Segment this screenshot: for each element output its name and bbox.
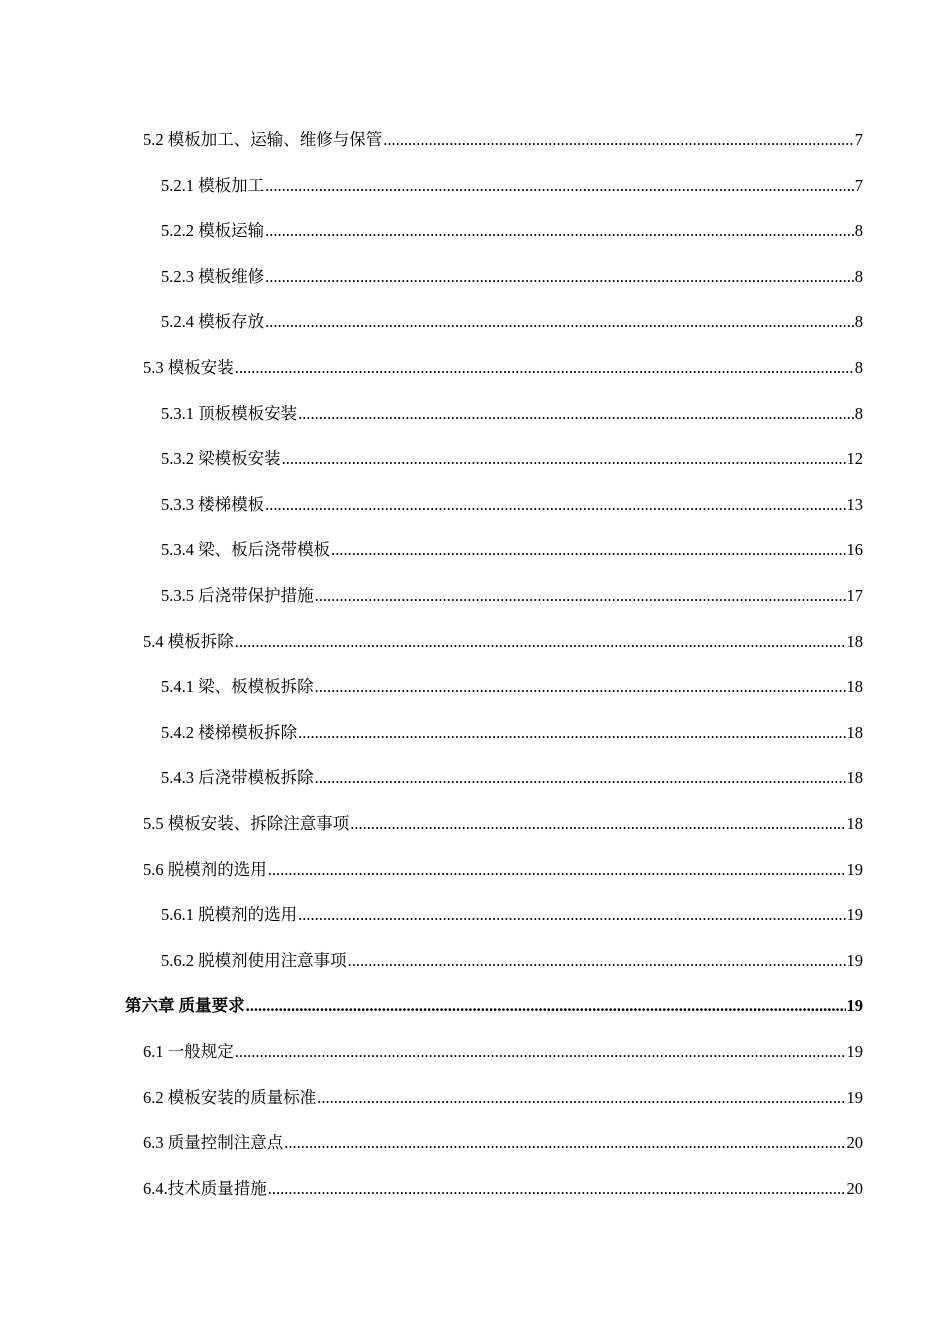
toc-leader-dots (315, 584, 846, 608)
toc-entry-page: 8 (854, 221, 863, 241)
toc-entry-page: 8 (854, 403, 863, 423)
toc-entry[interactable] (161, 675, 863, 699)
toc-entry[interactable] (143, 858, 863, 882)
toc-entry-page: 12 (846, 449, 863, 469)
toc-entry-title: 5.6 脱模剂的选用 (143, 859, 267, 879)
toc-entry-title: 5.2.3 模板维修 (161, 266, 265, 286)
toc-leader-dots (298, 903, 845, 927)
toc-entry-title: 5.4.1 梁、板模板拆除 (161, 677, 314, 697)
toc-entry-page: 20 (846, 1178, 863, 1198)
toc-entry[interactable] (161, 265, 863, 289)
toc-leader-dots (265, 493, 845, 517)
toc-entry-title: 5.2.2 模板运输 (161, 221, 265, 241)
toc-entry-title: 5.3.1 顶板模板安装 (161, 403, 298, 423)
toc-entry-page: 13 (846, 494, 863, 514)
toc-entry[interactable] (143, 812, 863, 836)
toc-entry[interactable] (161, 447, 863, 471)
toc-entry-page: 19 (846, 905, 863, 925)
toc-entry-title: 6.4.技术质量措施 (143, 1178, 267, 1198)
toc-entry[interactable] (143, 630, 863, 654)
toc-entry-page: 8 (854, 266, 863, 286)
toc-entry-title: 5.5 模板安装、拆除注意事项 (143, 814, 350, 833)
toc-entry-title: 5.2.1 模板加工 (161, 175, 265, 195)
toc-entry-page: 19 (846, 950, 863, 970)
toc-entry-title: 5.3.2 梁模板安装 (161, 449, 281, 469)
toc-entry-title: 6.1 一般规定 (143, 1042, 234, 1061)
toc-entry-page: 18 (846, 722, 863, 742)
toc-leader-dots (235, 356, 854, 380)
toc-entry[interactable] (143, 1177, 863, 1201)
toc-leader-dots (350, 812, 845, 836)
toc-entry[interactable] (161, 949, 863, 973)
toc-entry-page: 19 (846, 1087, 863, 1107)
toc-entry-page: 19 (846, 1042, 863, 1061)
toc-leader-dots (317, 1086, 845, 1110)
toc-entry[interactable] (143, 1040, 863, 1064)
toc-entry[interactable] (161, 174, 863, 198)
toc-entry-title: 5.2 模板加工、运输、维修与保管 (143, 130, 383, 149)
toc-entry-title: 6.2 模板安装的质量标准 (143, 1087, 317, 1107)
toc-entry[interactable] (161, 402, 863, 426)
toc-entry-title: 5.4 模板拆除 (143, 631, 234, 651)
toc-entry-page: 20 (846, 1133, 863, 1153)
toc-entry[interactable] (143, 128, 863, 152)
toc-leader-dots (284, 1131, 845, 1155)
toc-entry-page: 16 (846, 540, 863, 560)
toc-entry-title: 5.3.4 梁、板后浇带模板 (161, 540, 331, 560)
toc-entry-title: 5.6.2 脱模剂使用注意事项 (161, 950, 347, 970)
toc-entry-title: 第六章 质量要求 (125, 996, 245, 1016)
toc-entry[interactable] (161, 766, 863, 790)
toc-leader-dots (235, 630, 846, 654)
toc-entry[interactable] (161, 538, 863, 562)
toc-chapter-entry[interactable] (125, 994, 863, 1018)
toc-leader-dots (331, 538, 845, 562)
toc-entry-page: 19 (846, 859, 863, 879)
toc-leader-dots (298, 721, 845, 745)
toc-entry-page: 8 (854, 358, 863, 377)
toc-leader-dots (298, 402, 854, 426)
toc-entry-title: 5.6.1 脱模剂的选用 (161, 905, 298, 925)
toc-leader-dots (235, 1040, 846, 1064)
toc-entry-page: 7 (854, 175, 863, 195)
toc-entry-page: 19 (846, 996, 863, 1016)
toc-leader-dots (268, 858, 846, 882)
toc-entry[interactable] (143, 356, 863, 380)
toc-entry-title: 5.4.2 楼梯模板拆除 (161, 722, 298, 742)
toc-entry-title: 5.3 模板安装 (143, 358, 234, 377)
toc-entry[interactable] (161, 310, 863, 334)
toc-entry-page: 8 (854, 312, 863, 332)
toc-leader-dots (246, 994, 846, 1018)
toc-entry-page: 17 (846, 586, 863, 605)
toc-leader-dots (268, 1177, 846, 1201)
toc-entry-title: 6.3 质量控制注意点 (143, 1133, 284, 1153)
toc-entry[interactable] (161, 721, 863, 745)
toc-entry[interactable] (143, 1131, 863, 1155)
toc-entry-page: 18 (846, 677, 863, 697)
toc-entry[interactable] (143, 1086, 863, 1110)
toc-entry-page: 7 (854, 130, 863, 149)
toc-entry-page: 18 (846, 814, 863, 833)
toc-leader-dots (265, 219, 854, 243)
toc-leader-dots (383, 128, 854, 152)
toc-entry-page: 18 (846, 631, 863, 651)
toc-leader-dots (315, 675, 846, 699)
toc-leader-dots (265, 265, 854, 289)
toc-entry[interactable] (161, 903, 863, 927)
toc-leader-dots (265, 174, 854, 198)
toc-leader-dots (265, 310, 854, 334)
toc-entry-title: 5.4.3 后浇带模板拆除 (161, 768, 314, 788)
toc-leader-dots (282, 447, 846, 471)
toc-leader-dots (315, 766, 846, 790)
toc-entry[interactable] (161, 219, 863, 243)
toc-entry-page: 18 (846, 768, 863, 788)
toc-entry-title: 5.3.5 后浇带保护措施 (161, 586, 314, 605)
toc-leader-dots (348, 949, 846, 973)
toc-entry-title: 5.2.4 模板存放 (161, 312, 265, 332)
toc-entry-title: 5.3.3 楼梯模板 (161, 494, 265, 514)
toc-entry[interactable] (161, 584, 863, 608)
toc-entry[interactable] (161, 493, 863, 517)
